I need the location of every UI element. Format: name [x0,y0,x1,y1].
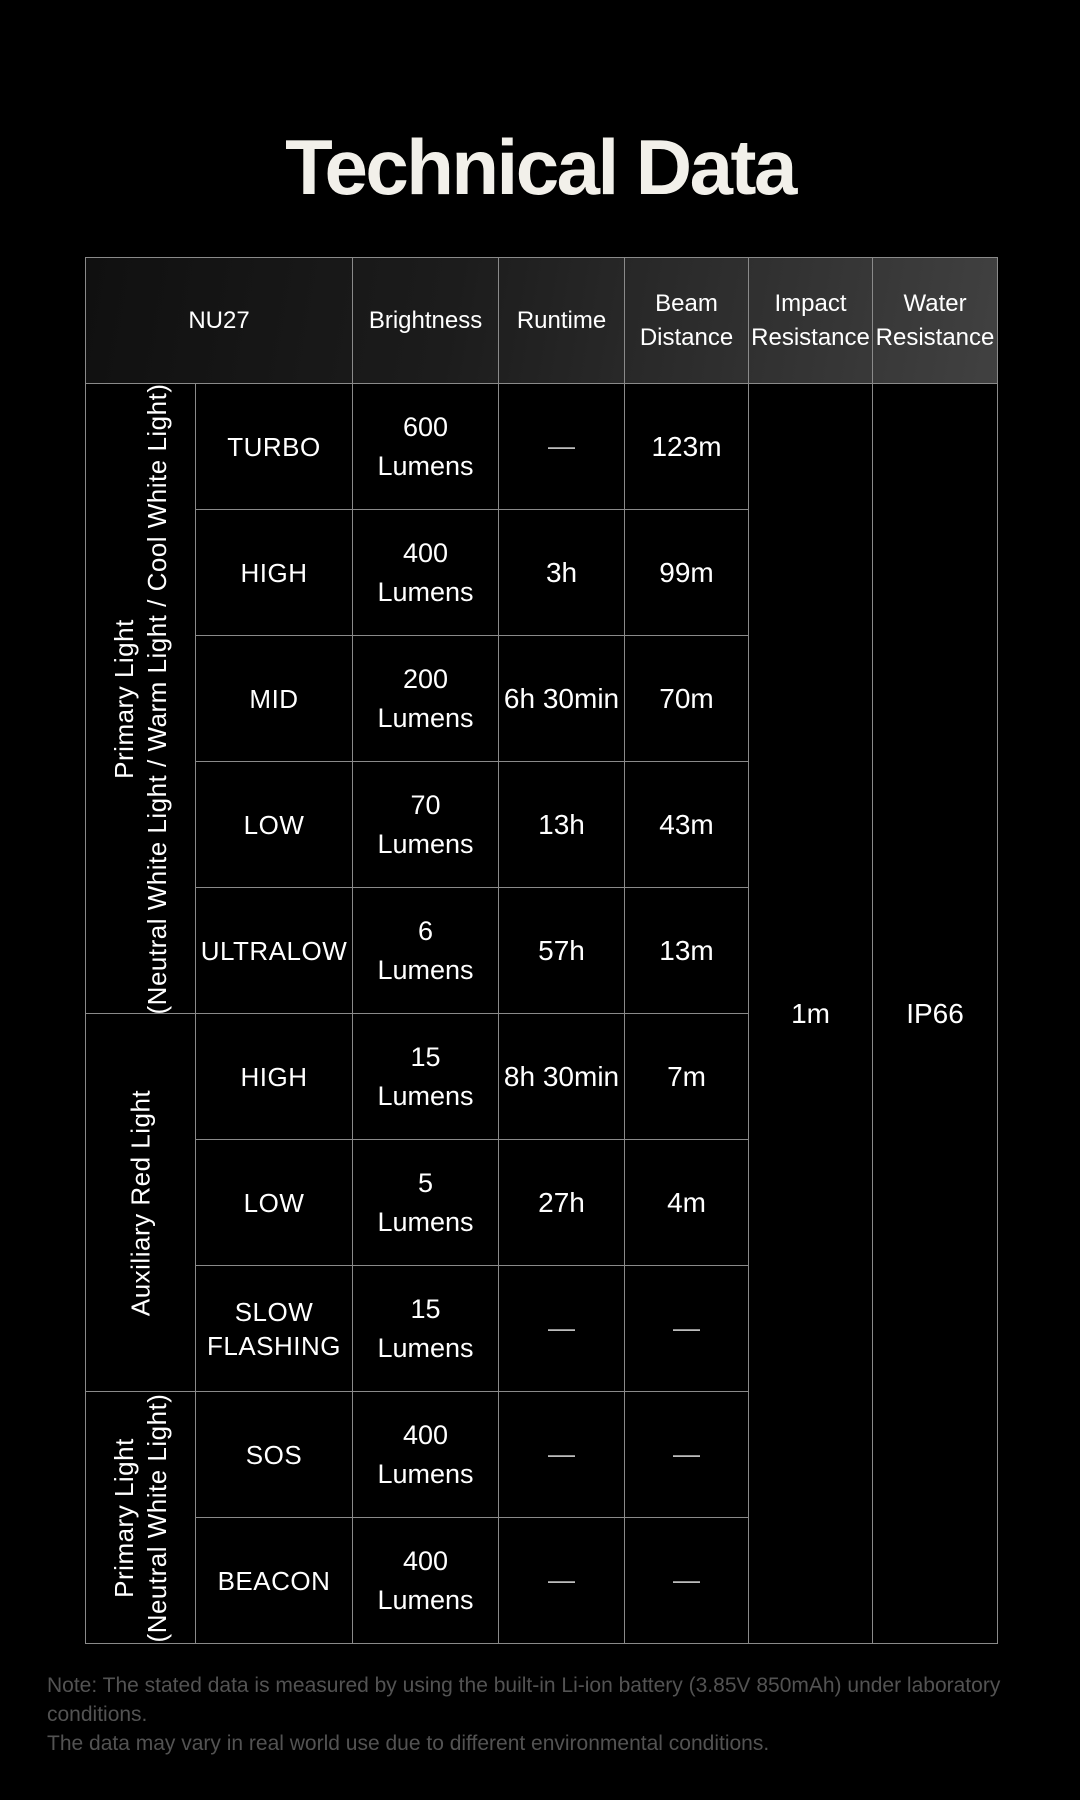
group-auxiliary-red-light [86,1014,196,1392]
beam-cell: — [625,1518,749,1644]
group-label-rotated [108,383,174,1014]
brightness-cell [353,1014,499,1140]
beam-cell: 7m [625,1014,749,1140]
beam-cell: 13m [625,888,749,1014]
runtime-cell: 27h [499,1140,625,1266]
mode-cell: SOS [196,1392,353,1518]
mode-cell: LOW [196,1140,353,1266]
brightness-cell [353,762,499,888]
brightness-unit: Lumens [377,1080,474,1111]
brightness-unit: Lumens [377,1584,474,1615]
water-resistance-cell: IP66 [873,384,998,1644]
header-brightness: Brightness [353,258,499,384]
brightness-value: 200 [402,663,449,694]
mode-cell: SLOW FLASHING [196,1266,353,1392]
beam-cell: 4m [625,1140,749,1266]
brightness-unit: Lumens [377,1332,474,1363]
brightness-cell [353,636,499,762]
brightness-value: 5 [418,1167,434,1198]
runtime-cell: — [499,384,625,510]
beam-cell: 43m [625,762,749,888]
footnote-line2: The data may vary in real world use due to different environmental conditions. [47,1732,770,1755]
brightness-unit: Lumens [377,1458,474,1489]
runtime-cell: — [499,1518,625,1644]
brightness-value: 15 [410,1041,441,1072]
header-runtime: Runtime [499,258,625,384]
brightness-value: 400 [402,1545,449,1576]
group-label-line1: Primary Light [108,618,139,779]
beam-cell: — [625,1392,749,1518]
runtime-cell: — [499,1266,625,1392]
brightness-value: 70 [410,789,441,820]
group-label-line2: (Neutral White Light) [141,1393,172,1642]
brightness-value: 15 [410,1293,441,1324]
brightness-cell [353,384,499,510]
header-model: NU27 [86,258,353,384]
brightness-cell [353,1392,499,1518]
group-primary-light-multi [86,384,196,1014]
brightness-cell [353,888,499,1014]
brightness-cell [353,510,499,636]
brightness-unit: Lumens [377,576,474,607]
header-beam-distance: Beam Distance [625,258,749,384]
group-label-line1: Auxiliary Red Light [125,1089,155,1316]
brightness-cell [353,1266,499,1392]
mode-cell: HIGH [196,510,353,636]
mode-cell: ULTRALOW [196,888,353,1014]
runtime-cell: 8h 30min [499,1014,625,1140]
brightness-value: 400 [402,1419,449,1450]
group-primary-light-neutral [86,1392,196,1644]
brightness-value: 6 [418,915,434,946]
runtime-cell: — [499,1392,625,1518]
runtime-cell: 13h [499,762,625,888]
header-water-resistance: Water Resistance [873,258,998,384]
brightness-value: 600 [402,411,449,442]
footnote [47,1671,1047,1758]
brightness-unit: Lumens [377,954,474,985]
brightness-unit: Lumens [377,1206,474,1237]
group-label-rotated [124,1089,157,1315]
runtime-cell: 6h 30min [499,636,625,762]
impact-resistance-cell: 1m [749,384,873,1644]
group-label-rotated [108,1393,174,1642]
footnote-line1: Note: The stated data is measured by using the built-in Li-ion battery (3.85V 850mAh) under laboratory conditions. [47,1674,1001,1726]
brightness-cell [353,1518,499,1644]
header-row [86,258,998,384]
brightness-cell [353,1140,499,1266]
table-row-turbo [86,384,998,510]
mode-cell: LOW [196,762,353,888]
spec-table [85,257,998,1644]
mode-cell: MID [196,636,353,762]
mode-cell: TURBO [196,384,353,510]
brightness-unit: Lumens [377,450,474,481]
runtime-cell: 57h [499,888,625,1014]
brightness-unit: Lumens [377,702,474,733]
spec-table-header [86,258,998,384]
brightness-value: 400 [402,537,449,568]
beam-cell: 99m [625,510,749,636]
page-title: Technical Data [285,123,795,211]
mode-cell: HIGH [196,1014,353,1140]
beam-cell: 123m [625,384,749,510]
runtime-cell: 3h [499,510,625,636]
mode-cell: BEACON [196,1518,353,1644]
group-label-line2: (Neutral White Light / Warm Light / Cool White Light) [141,383,172,1014]
beam-cell: 70m [625,636,749,762]
beam-cell: — [625,1266,749,1392]
group-label-line1: Primary Light [108,1437,139,1598]
header-impact-resistance: Impact Resistance [749,258,873,384]
brightness-unit: Lumens [377,828,474,859]
